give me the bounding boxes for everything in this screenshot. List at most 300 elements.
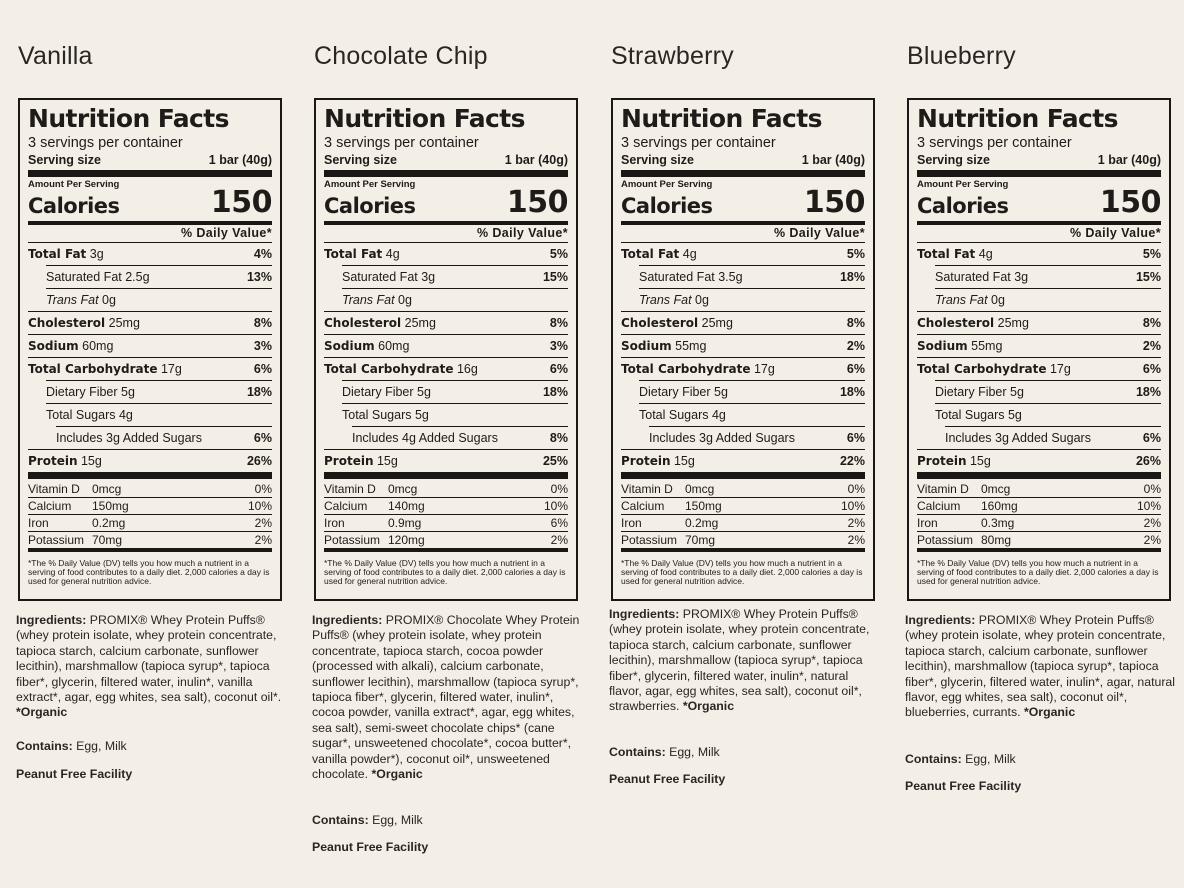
nutrient-amount: 5g [414,408,429,422]
vitamin-name: Calcium [917,499,961,513]
vitamin-row [621,497,865,514]
nutrient-row [945,426,1161,449]
nutrition-facts-panel [314,98,578,601]
nutrient-row [639,403,865,426]
nutrient-amount: 55mg [971,339,1003,353]
nutrient-dv: 6% [549,362,568,376]
vitamin-name: Iron [917,516,938,530]
nutrient-dv: 26% [246,454,272,468]
servings-per-container: 3 servings per container [324,135,479,151]
calories-row [324,185,568,220]
vitamin-row [324,480,568,497]
nutrient-row [324,311,568,334]
nutrition-facts-panel [611,98,875,601]
nutrient-dv: 15% [1135,270,1161,284]
nutrient-label: Trans Fat [46,293,99,307]
vitamin-dv: 2% [254,533,272,547]
facility-label: Peanut Free Facility [312,840,429,854]
serving-size-value: 1 bar (40g) [504,153,568,167]
flavor-title: Vanilla [18,42,93,70]
nutrient-label-wrap [342,270,435,284]
nutrient-dv: 8% [549,316,568,330]
nutrition-facts-title: Nutrition Facts [917,104,1118,133]
calories-label: Calories [917,194,1009,218]
daily-value-footnote: *The % Daily Value (DV) tells you how much a nutrient in a serving of food contributes to a daily diet. 2,000 calories a day is used for general nutrition advice. [324,548,568,586]
nutrient-label-wrap [324,362,478,376]
nutrient-dv: 3% [549,339,568,353]
nutrient-dv: 8% [549,431,568,445]
vitamin-row [324,497,568,514]
nutrient-amount: 16g [456,362,478,376]
nutrient-label: Total Sugars [342,408,412,422]
vitamin-row [28,531,272,548]
nutrient-label-wrap [28,247,104,261]
nutrient-label: Dietary Fiber [639,385,711,399]
nutrient-label: Includes 3g Added Sugars [56,431,202,445]
peanut-free-facility [905,779,1021,793]
nutrient-dv: 5% [846,247,865,261]
nutrient-list [621,242,865,472]
serving-size-label: Serving size [917,153,990,167]
ingredients-list: PROMIX® Chocolate Whey Protein Puffs® (whey protein isolate, whey protein concentrate, tapioca starch, cocoa powder (processed with alkali), calcium carbonate, sunflower lecithin), marshmallow (tapioca syrup*, tapioca fiber*, glycerin, filtered water, inulin*, cocoa powder, vanilla extract*, agar, egg whites, sea salt), semi-sweet chocolate chips* (cane sugar*, unsweetened chocolate*, cocoa butter*, vanilla powder*), coconut oil*, unsweetened chocolate. [312,613,580,782]
nutrient-dv: 6% [846,431,865,445]
vitamin-row [28,497,272,514]
thick-divider [324,472,568,479]
nutrient-label-wrap [342,408,429,422]
vitamin-list [621,479,865,548]
nutrient-amount: 5g [1007,408,1022,422]
vitamin-dv: 0% [550,481,568,496]
nutrient-label-wrap [935,385,1024,399]
nutrient-amount: 3g [1014,270,1029,284]
nutrient-row [935,288,1161,311]
thick-divider [28,170,272,177]
nutrient-label-wrap [28,316,140,330]
nutrient-amount: 4g [682,247,697,261]
contains-value: Egg, Milk [965,752,1016,766]
calories-value: 150 [1099,185,1161,220]
nutrient-dv: 15% [542,270,568,284]
nutrient-label: Dietary Fiber [342,385,414,399]
nutrient-label: Total Carbohydrate [917,362,1047,376]
vitamin-amount: 0.2mg [92,516,126,530]
nutrient-row [28,334,272,357]
vitamin-amount: 0.9mg [388,516,422,530]
vitamin-row [917,497,1161,514]
nutrient-label: Protein [28,454,78,468]
nutrient-label-wrap [639,270,743,284]
organic-note: *Organic [371,767,423,782]
contains-value: Egg, Milk [669,745,720,759]
nutrient-row [324,357,568,380]
contains-label: Contains: [16,739,73,753]
vitamin-dv: 10% [247,499,272,513]
vitamin-row [917,514,1161,531]
serving-size-value: 1 bar (40g) [208,153,272,167]
vitamin-amount: 150mg [92,499,129,513]
nutrient-row [917,357,1161,380]
thick-divider [917,472,1161,479]
nutrient-label-wrap [917,247,993,261]
vitamin-name: Vitamin D [621,481,673,496]
nutrient-label: Total Fat [324,247,383,261]
vitamin-list [324,479,568,548]
nutrient-label-wrap [324,339,409,353]
nutrient-label-wrap [621,454,695,468]
thick-divider [917,170,1161,177]
thick-divider [324,170,568,177]
nutrient-row [935,380,1161,403]
nutrient-row [46,265,272,288]
nutrient-label: Cholesterol [621,316,699,330]
ingredients-list: PROMIX® Whey Protein Puffs® (whey protein isolate, whey protein concentrate, tapioca starch, calcium carbonate, sunflower lecithin), marshmallow (tapioca syrup*, tapioca fiber*, glycerin, filtered water, inulin*, agar, natural flavor, egg whites, sea salt), coconut oil*, blueberries, currants. [905,613,1175,720]
nutrient-label: Total Sugars [935,408,1005,422]
nutrient-amount: 4g [978,247,993,261]
contains-value: Egg, Milk [76,739,127,753]
ingredients-list: PROMIX® Whey Protein Puffs® (whey protein isolate, whey protein concentrate, tapioca starch, calcium carbonate, sunflower lecithin), marshmallow (tapioca syrup*, tapioca fiber*, glycerin, filtered water, inulin*, vanilla extract*, agar, egg whites, sea salt), coconut oil*. [16,613,282,705]
nutrient-row [621,311,865,334]
vitamin-row [621,531,865,548]
nutrient-amount: 0g [102,293,116,307]
vitamin-name: Vitamin D [28,481,80,496]
nutrient-row [28,311,272,334]
nutrient-label-wrap [935,270,1028,284]
nutrient-label-wrap [621,339,706,353]
vitamin-dv: 6% [550,516,568,530]
nutrient-row [917,334,1161,357]
nutrient-amount: 25mg [997,316,1029,330]
vitamin-amount: 0mcg [388,481,418,496]
nutrient-label: Sodium [28,339,79,353]
servings-per-container: 3 servings per container [917,135,1072,151]
nutrient-label: Cholesterol [324,316,402,330]
nutrient-row [935,403,1161,426]
nutrient-label-wrap [324,316,436,330]
vitamin-dv: 0% [254,481,272,496]
peanut-free-facility [312,840,428,854]
nutrient-label-wrap [621,247,697,261]
vitamin-dv: 2% [1143,516,1161,530]
nutrient-row [342,403,568,426]
nutrient-label-wrap [56,431,202,445]
nutrient-dv: 26% [1135,454,1161,468]
vitamin-dv: 10% [543,499,568,513]
nutrient-list [324,242,568,472]
nutrient-label-wrap [324,247,400,261]
calories-row [28,185,272,220]
ingredients-text [312,613,582,782]
nutrient-label-wrap [917,316,1029,330]
calories-value: 150 [210,185,272,220]
nutrient-label-wrap [639,293,709,307]
vitamin-amount: 0mcg [981,481,1011,496]
nutrient-label-wrap [46,293,116,307]
nutrient-dv: 18% [246,385,272,399]
vitamin-row [324,514,568,531]
nutrient-label-wrap [621,362,775,376]
serving-size-label: Serving size [324,153,397,167]
nutrient-amount: 3g [421,270,436,284]
nutrient-row [324,334,568,357]
nutrient-dv: 3% [253,339,272,353]
nutrient-dv: 8% [253,316,272,330]
amount-per-serving: Amount Per Serving [28,179,120,190]
daily-value-header: % Daily Value* [1069,226,1161,240]
nutrient-dv: 2% [1142,339,1161,353]
nutrient-label-wrap [46,270,150,284]
nutrient-row [621,449,865,472]
nutrient-row [639,288,865,311]
nutrient-label: Cholesterol [28,316,106,330]
vitamin-list [917,479,1161,548]
nutrient-label: Total Fat [621,247,680,261]
nutrient-label-wrap [639,408,726,422]
nutrient-label: Total Carbohydrate [621,362,751,376]
nutrient-row [324,242,568,265]
peanut-free-facility [16,767,132,781]
vitamin-list [28,479,272,548]
nutrient-amount: 15g [969,454,991,468]
ingredients-label: Ingredients: [905,613,976,627]
nutrient-dv: 6% [846,362,865,376]
vitamin-name: Potassium [28,533,85,547]
vitamin-name: Iron [28,516,49,530]
vitamin-dv: 10% [1136,499,1161,513]
serving-size-row [917,152,1161,168]
vitamin-dv: 2% [254,516,272,530]
nutrient-row [342,380,568,403]
nutrient-label: Dietary Fiber [935,385,1007,399]
vitamin-name: Vitamin D [324,481,376,496]
daily-value-footnote: *The % Daily Value (DV) tells you how much a nutrient in a serving of food contributes to a daily diet. 2,000 calories a day is used for general nutrition advice. [28,548,272,586]
nutrient-label: Saturated Fat [342,270,418,284]
vitamin-name: Iron [621,516,642,530]
nutrient-label-wrap [945,431,1091,445]
nutrition-facts-title: Nutrition Facts [324,104,525,133]
nutrient-label-wrap [639,385,728,399]
nutrient-amount: 0g [398,293,412,307]
nutrient-row [649,426,865,449]
organic-note: *Organic [16,705,68,720]
nutrient-amount: 5g [417,385,431,399]
nutrient-dv: 25% [542,454,568,468]
nutrient-label: Total Fat [28,247,87,261]
nutrient-label-wrap [935,293,1005,307]
vitamin-dv: 2% [847,516,865,530]
nutrient-dv: 5% [549,247,568,261]
nutrient-dv: 18% [839,385,865,399]
nutrient-amount: 4g [711,408,726,422]
nutrient-label: Includes 3g Added Sugars [649,431,795,445]
nutrient-dv: 18% [542,385,568,399]
nutrient-row [28,449,272,472]
peanut-free-facility [609,772,725,786]
calories-row [621,185,865,220]
vitamin-name: Iron [324,516,345,530]
vitamin-amount: 0.2mg [685,516,719,530]
nutrient-label: Total Sugars [46,408,116,422]
nutrient-amount: 5g [121,385,135,399]
vitamin-amount: 140mg [388,499,425,513]
nutrient-row [46,403,272,426]
nutrient-amount: 17g [1049,362,1071,376]
nutrient-label-wrap [324,454,398,468]
nutrient-amount: 25mg [404,316,436,330]
daily-value-header: % Daily Value* [180,226,272,240]
flavor-title: Chocolate Chip [314,42,488,70]
vitamin-row [28,514,272,531]
nutrient-label: Saturated Fat [935,270,1011,284]
nutrient-row [352,426,568,449]
serving-size-label: Serving size [28,153,101,167]
nutrient-label: Sodium [917,339,968,353]
nutrient-amount: 15g [376,454,398,468]
ingredients-label: Ingredients: [312,613,383,627]
vitamin-amount: 0.3mg [981,516,1015,530]
contains-label: Contains: [312,813,369,827]
nutrient-row [342,288,568,311]
nutrient-dv: 8% [1142,316,1161,330]
nutrient-label: Protein [621,454,671,468]
nutrient-row [917,311,1161,334]
nutrient-label: Trans Fat [935,293,988,307]
nutrient-amount: 4g [118,408,133,422]
nutrient-label-wrap [352,431,498,445]
nutrient-dv: 6% [1142,362,1161,376]
calories-row [917,185,1161,220]
facility-label: Peanut Free Facility [609,772,726,786]
nutrient-label-wrap [342,293,412,307]
nutrient-amount: 25mg [701,316,733,330]
vitamin-amount: 0mcg [92,481,122,496]
contains-value: Egg, Milk [372,813,423,827]
nutrient-amount: 60mg [378,339,410,353]
vitamin-dv: 0% [847,481,865,496]
nutrient-amount: 60mg [82,339,114,353]
daily-value-footnote: *The % Daily Value (DV) tells you how much a nutrient in a serving of food contributes to a daily diet. 2,000 calories a day is used for general nutrition advice. [917,548,1161,586]
nutrient-row [639,380,865,403]
amount-per-serving: Amount Per Serving [324,179,416,190]
nutrient-row [342,265,568,288]
nutrient-list [28,242,272,472]
daily-value-header: % Daily Value* [476,226,568,240]
nutrient-label: Dietary Fiber [46,385,118,399]
flavor-title: Blueberry [907,42,1016,70]
nutrient-amount: 0g [695,293,709,307]
vitamin-dv: 2% [1143,533,1161,547]
amount-per-serving: Amount Per Serving [917,179,1009,190]
vitamin-dv: 10% [840,499,865,513]
nutrient-amount: 2.5g [125,270,150,284]
vitamin-row [917,480,1161,497]
nutrient-label-wrap [46,385,135,399]
nutrient-label: Total Fat [917,247,976,261]
nutrient-label-wrap [46,408,133,422]
nutrient-list [917,242,1161,472]
nutrient-amount: 0g [991,293,1005,307]
contains-label: Contains: [905,752,962,766]
serving-size-row [621,152,865,168]
nutrient-row [621,334,865,357]
nutrient-dv: 2% [846,339,865,353]
nutrient-label: Protein [324,454,374,468]
nutrient-dv: 8% [846,316,865,330]
facility-label: Peanut Free Facility [16,767,133,781]
vitamin-dv: 2% [550,533,568,547]
nutrient-label: Saturated Fat [46,270,122,284]
nutrient-row [621,357,865,380]
nutrient-label: Includes 4g Added Sugars [352,431,498,445]
vitamin-row [917,531,1161,548]
ingredients-text [16,613,286,721]
nutrient-row [28,357,272,380]
servings-per-container: 3 servings per container [28,135,183,151]
nutrition-facts-title: Nutrition Facts [28,104,229,133]
vitamin-amount: 0mcg [685,481,715,496]
nutrient-label: Total Carbohydrate [28,362,158,376]
nutrient-amount: 17g [753,362,775,376]
vitamin-amount: 150mg [685,499,722,513]
daily-value-footnote: *The % Daily Value (DV) tells you how much a nutrient in a serving of food contributes to a daily diet. 2,000 calories a day is used for general nutrition advice. [621,548,865,586]
allergen-contains [16,739,127,753]
vitamin-amount: 70mg [92,533,123,547]
vitamin-row [324,531,568,548]
vitamin-name: Calcium [324,499,368,513]
nutrient-dv: 4% [253,247,272,261]
nutrient-row [28,242,272,265]
nutrient-label-wrap [917,362,1071,376]
nutrient-label: Trans Fat [639,293,692,307]
nutrient-label-wrap [28,339,113,353]
nutrient-label-wrap [935,408,1022,422]
serving-size-value: 1 bar (40g) [1097,153,1161,167]
organic-note: *Organic [1023,705,1076,720]
ingredients-label: Ingredients: [16,613,87,627]
vitamin-name: Calcium [28,499,72,513]
nutrient-amount: 15g [673,454,695,468]
nutrient-label: Cholesterol [917,316,995,330]
vitamin-amount: 80mg [981,533,1012,547]
thick-divider [621,472,865,479]
nutrient-label: Sodium [621,339,672,353]
servings-per-container: 3 servings per container [621,135,776,151]
organic-note: *Organic [682,699,735,714]
nutrient-dv: 22% [839,454,865,468]
nutrient-dv: 18% [1135,385,1161,399]
nutrient-label-wrap [917,339,1002,353]
calories-value: 150 [803,185,865,220]
calories-value: 150 [506,185,568,220]
vitamin-name: Potassium [917,533,974,547]
nutrient-amount: 25mg [108,316,140,330]
nutrient-label: Protein [917,454,967,468]
nutrient-label: Trans Fat [342,293,395,307]
vitamin-name: Vitamin D [917,481,969,496]
nutrient-amount: 3g [89,247,104,261]
vitamin-name: Potassium [621,533,678,547]
ingredients-list: PROMIX® Whey Protein Puffs® (whey protein isolate, whey protein concentrate, tapioca starch, calcium carbonate, sunflower lecithin), marshmallow (tapioca syrup*, tapioca fiber*, glycerin, filtered water, inulin*, natural flavor, agar, egg whites, sea salt), coconut oil*, strawberries. [609,607,870,714]
nutrient-dv: 5% [1142,247,1161,261]
ingredients-text [905,613,1175,721]
nutrition-facts-title: Nutrition Facts [621,104,822,133]
nutrient-amount: 55mg [675,339,707,353]
nutrient-row [324,449,568,472]
serving-size-row [28,152,272,168]
flavor-title: Strawberry [611,42,734,70]
vitamin-amount: 70mg [685,533,716,547]
nutrient-row [56,426,272,449]
nutrient-amount: 5g [714,385,728,399]
